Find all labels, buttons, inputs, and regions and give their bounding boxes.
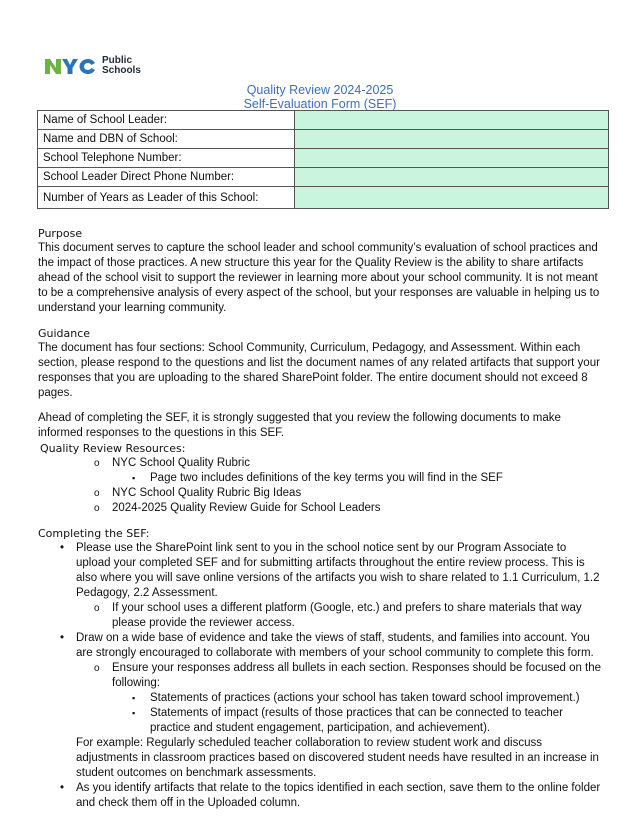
completing-list-2 xyxy=(38,631,604,661)
list-item: o NYC School Quality Rubric xyxy=(38,456,604,471)
school-telephone-field[interactable] xyxy=(295,149,609,168)
page-subtitle: Self-Evaluation Form (SEF) xyxy=(243,97,397,111)
guidance-text: The document has four sections: School Community, Curriculum, Pedagogy, and Assessment. Within each section, please respond to the questions and list the document names of any related artifacts that support your responses that you are uploading to the shared SharePoint folder. The entire document should not exceed 8 pages. xyxy=(38,342,600,399)
nyc-logo-mark xyxy=(44,57,98,75)
resources-list xyxy=(38,456,604,516)
list-item: o NYC School Quality Rubric Big Ideas xyxy=(38,486,604,501)
list-item: ▪ Statements of practices (actions your school has taken toward school improvement.) xyxy=(38,691,604,706)
school-name-dbn-label: Name and DBN of School: xyxy=(38,130,295,149)
nyc-letters-icon xyxy=(44,57,98,75)
table-row xyxy=(38,168,609,187)
list-item xyxy=(38,631,604,661)
guidance-heading: Guidance xyxy=(38,327,91,340)
purpose-section xyxy=(38,226,604,316)
purpose-text: This document serves to capture the school leader and school community’s evaluation of school practices and the impact of those practices. A new structure this year for the Quality Review is the ability to share artifacts ahead of the school visit to support the reviewer in learning more about your school community. It is not meant to be a comprehensive analysis of every aspect of the school, but your responses are valuable in helping us to understand your learning community. xyxy=(38,242,600,314)
school-telephone-label: School Telephone Number: xyxy=(38,149,295,168)
table-row xyxy=(38,149,609,168)
completing-bullet-2: Draw on a wide base of evidence and take the views of staff, students, and families into account. You are strongly encouraged to collaborate with members of your school community to complete this form. xyxy=(76,632,594,659)
completing-sublist-1 xyxy=(38,601,604,631)
logo-text xyxy=(102,56,141,76)
resources-heading: Quality Review Resources: xyxy=(40,442,186,455)
table-row xyxy=(38,130,609,149)
list-item: o If your school uses a different platform (Google, etc.) and prefers to share materials that way please provide the reviewer access. xyxy=(38,601,604,631)
logo-line-2: Schools xyxy=(102,65,141,76)
purpose-heading: Purpose xyxy=(38,227,83,240)
school-leader-field[interactable] xyxy=(295,111,609,130)
example-text: For example: Regularly scheduled teacher collaboration to review student work and discuss adjustments in classroom practices based on discovered student needs have resulted in an increase in student outcomes on benchmark assessments. xyxy=(76,737,599,779)
table-row xyxy=(38,187,609,209)
leader-direct-phone-label: School Leader Direct Phone Number: xyxy=(38,168,295,187)
nyc-public-schools-logo xyxy=(44,56,141,76)
list-item xyxy=(38,781,604,811)
school-info-table xyxy=(37,110,609,209)
years-as-leader-field[interactable] xyxy=(295,187,609,209)
completing-heading: Completing the SEF: xyxy=(38,527,150,540)
completing-bullet-1: Please use the SharePoint link sent to you in the school notice sent by our Program Associate to upload your completed SEF and for submitting artifacts throughout the entire review process. This is also where you will save online versions of the artifacts you wish to share related to 1.1 Curriculum, 1.2 Pedagogy, 2.2 Assessment. xyxy=(76,542,600,599)
list-item: ▪ Statements of impact (results of those practices that can be connected to teacher practice and student engagement, participation, and achievement). xyxy=(38,706,604,736)
completing-list xyxy=(38,541,604,601)
list-item xyxy=(38,541,604,601)
leader-direct-phone-field[interactable] xyxy=(295,168,609,187)
school-leader-label: Name of School Leader: xyxy=(38,111,295,130)
completing-section xyxy=(38,526,604,811)
completing-list-3 xyxy=(38,781,604,811)
list-item: o 2024-2025 Quality Review Guide for School Leaders xyxy=(38,501,604,516)
table-row xyxy=(38,111,609,130)
logo-line-1: Public xyxy=(102,55,133,66)
ahead-text: Ahead of completing the SEF, it is strongly suggested that you review the following documents to make informed responses to the questions in this SEF. xyxy=(38,412,561,439)
years-as-leader-label: Number of Years as Leader of this School: xyxy=(38,187,295,209)
list-item: ▪ Page two includes definitions of the key terms you will find in the SEF xyxy=(38,471,604,486)
ahead-section xyxy=(38,411,604,516)
completing-sublist-2 xyxy=(38,661,604,736)
page-title: Quality Review 2024-2025 xyxy=(246,83,394,97)
guidance-section xyxy=(38,326,604,401)
list-item: o Ensure your responses address all bullets in each section. Responses should be focused on the following: xyxy=(38,661,604,691)
school-name-dbn-field[interactable] xyxy=(295,130,609,149)
completing-bullet-3: As you identify artifacts that relate to the topics identified in each section, save them to the online folder and check them off in the Uploaded column. xyxy=(76,782,601,809)
